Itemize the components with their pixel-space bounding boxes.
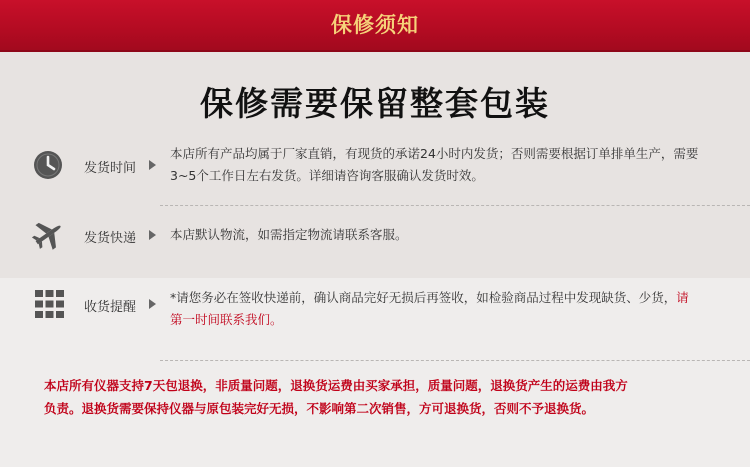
chevron-right-icon: [149, 299, 156, 309]
receipt-reminder-label: 收货提醒: [84, 300, 137, 315]
receipt-reminder-line-1-red: 请: [676, 290, 689, 305]
return-policy-line-2: 负责。退换货需要保持仪器与原包装完好无损，不影响第二次销售，方可退换货，否则不予退换货。: [44, 401, 595, 416]
shipping-time-text: [170, 143, 698, 187]
row-divider: [160, 205, 750, 206]
clock-icon: [32, 149, 64, 181]
shipping-time-line-2: 3~5个工作日左右发货。详细请咨询客服确认发货时效。: [170, 168, 484, 183]
return-policy-line-1: 本店所有仪器支持7天包退换，非质量问题，退换货运费由买家承担，质量问题，退换货产生的运费由我方: [44, 378, 628, 393]
shipping-time-label: 发货时间: [84, 161, 137, 176]
section-divider: [160, 360, 750, 361]
chevron-right-icon: [149, 230, 156, 240]
return-policy-notice: [44, 374, 750, 420]
page-title: 保修需要保留整套包装: [200, 84, 550, 123]
receipt-reminder-line-1: [170, 287, 689, 309]
receipt-reminder-line-1-normal: *请您务必在签收快递前，确认商品完好无损后再签收，如检验商品过程中发现缺货、少货，: [170, 290, 677, 305]
courier-text: 本店默认物流，如需指定物流请联系客服。: [170, 227, 408, 242]
receipt-reminder-line-2: 第一时间联系我们。: [170, 312, 283, 327]
chevron-right-icon: [149, 160, 156, 170]
grid-icon: [35, 290, 64, 318]
receipt-reminder-text: [170, 287, 689, 331]
airplane-icon: [32, 217, 66, 251]
shipping-time-line-1: 本店所有产品均属于厂家直销，有现货的承诺24小时内发货；否则需要根据订单排单生产，需要: [170, 146, 699, 161]
courier-label: 发货快递: [84, 231, 137, 246]
banner-title: 保修须知: [331, 13, 419, 37]
